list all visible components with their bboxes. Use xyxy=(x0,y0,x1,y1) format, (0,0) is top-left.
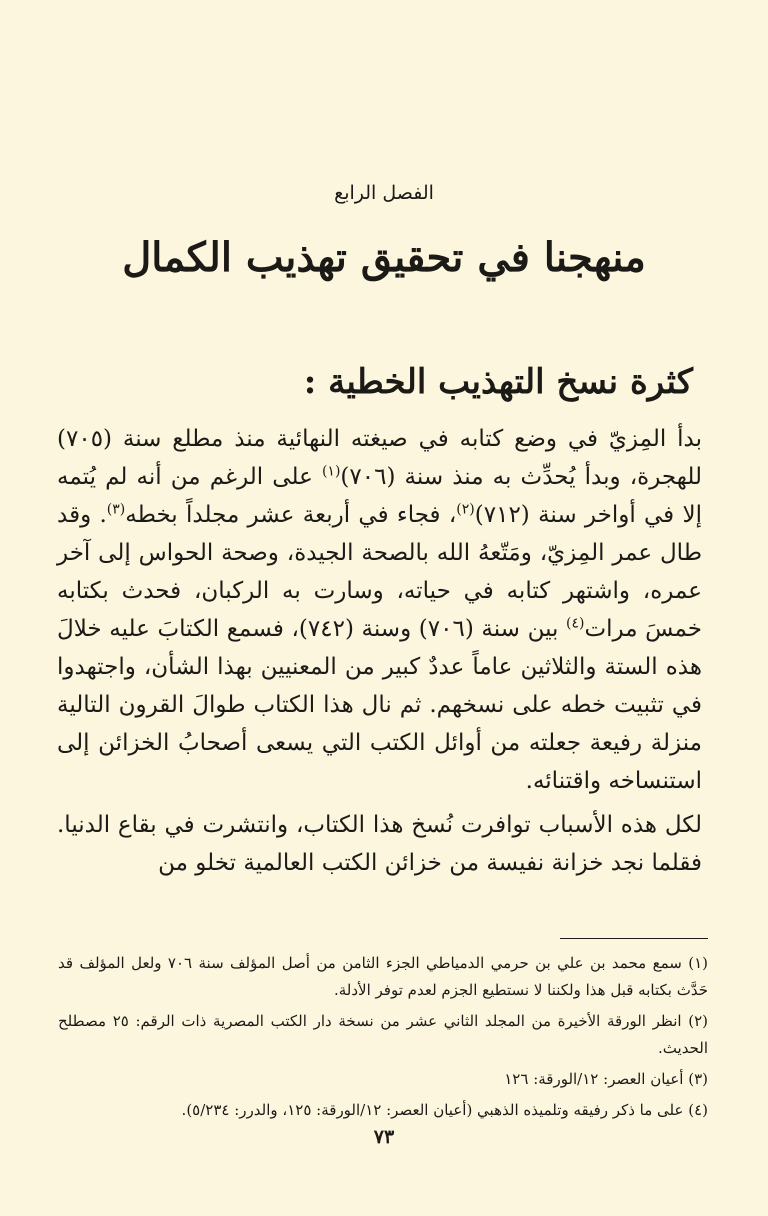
section-heading: كثرة نسخ التهذيب الخطية : xyxy=(303,362,693,402)
footnotes xyxy=(58,950,708,1128)
footnote-4: (٤) على ما ذكر رفيقه وتلميذه الذهبي (أعيان العصر: ١٢/الورقة: ١٢٥، والدرر: ٥/٢٣٤). xyxy=(181,1101,708,1119)
paragraph-1-part-a: بدأ المِزيّ في وضع كتابه في صيغته النهائية منذ مطلع سنة (٧٠٥) للهجرة، وبدأ يُحدِّث به منذ سنة (٧٠٦) xyxy=(57,426,702,490)
paragraph-1-part-c: ، فجاء في أربعة عشر مجلداً بخطه xyxy=(125,502,457,528)
footnote-ref-2[interactable]: (٢) xyxy=(456,501,475,518)
footnote-3: (٣) أعيان العصر: ١٢/الورقة: ١٢٦ xyxy=(504,1070,708,1088)
chapter-title: منهجنا في تحقيق تهذيب الكمال xyxy=(122,234,646,281)
page-number: ٧٣ xyxy=(373,1126,395,1148)
footnote-ref-1[interactable]: (١) xyxy=(321,463,341,480)
paragraph-1 xyxy=(57,420,702,800)
footnote-ref-3[interactable]: (٣) xyxy=(106,501,126,518)
footnote-ref-4[interactable]: (٤) xyxy=(566,615,585,632)
footnote-1: (١) سمع محمد بن علي بن حرمي الدمياطي الجزء الثامن من أصل المؤلف سنة ٧٠٦ ولعل المؤلف قد حَدَّث بكتابه قبل هذا ولكننا لا نستطيع الجزم لعدم توفر الأدلة. xyxy=(58,954,708,999)
footnote-divider xyxy=(560,938,708,939)
paragraph-2: لكل هذه الأسباب توافرت نُسخ هذا الكتاب، وانتشرت في بقاع الدنيا. فقلما نجد خزانة نفيسة من خزائن الكتب العالمية تخلو من xyxy=(57,812,702,876)
paragraph-1-part-b: على الرغم من أنه لم يُتمه إلا في أواخر سنة (٧١٢) xyxy=(57,464,702,528)
chapter-label: الفصل الرابع xyxy=(334,182,434,204)
paragraph-1-part-d: . وقد طال عمر المِزيّ، ومَتّعهُ الله بالصحة الجيدة، وصحة الحواس إلى آخر عمره، واشتهر كتابه في حياته، وسارت به الركبان، فحدث بكتابه خمسَ مرات xyxy=(57,502,703,642)
paragraph-1-part-e: بين سنة (٧٠٦) وسنة (٧٤٢)، فسمع الكتابَ عليه خلالَ هذه الستة والثلاثين عاماً عددٌ كبير من المعنيين بهذا الشأن، واجتهدوا في تثبيت خطه على نسخهم. ثم نال هذا الكتاب طوالَ القرون التالية منزلة رفيعة جعلته من أوائل الكتب التي يسعى أصحابُ الخزائن إلى استنساخه واقتنائه. xyxy=(57,616,702,794)
footnote-2: (٢) انظر الورقة الأخيرة من المجلد الثاني عشر من نسخة دار الكتب المصرية ذات الرقم: ٢٥ مصطلح الحديث. xyxy=(58,1012,709,1057)
body-text xyxy=(57,420,702,888)
